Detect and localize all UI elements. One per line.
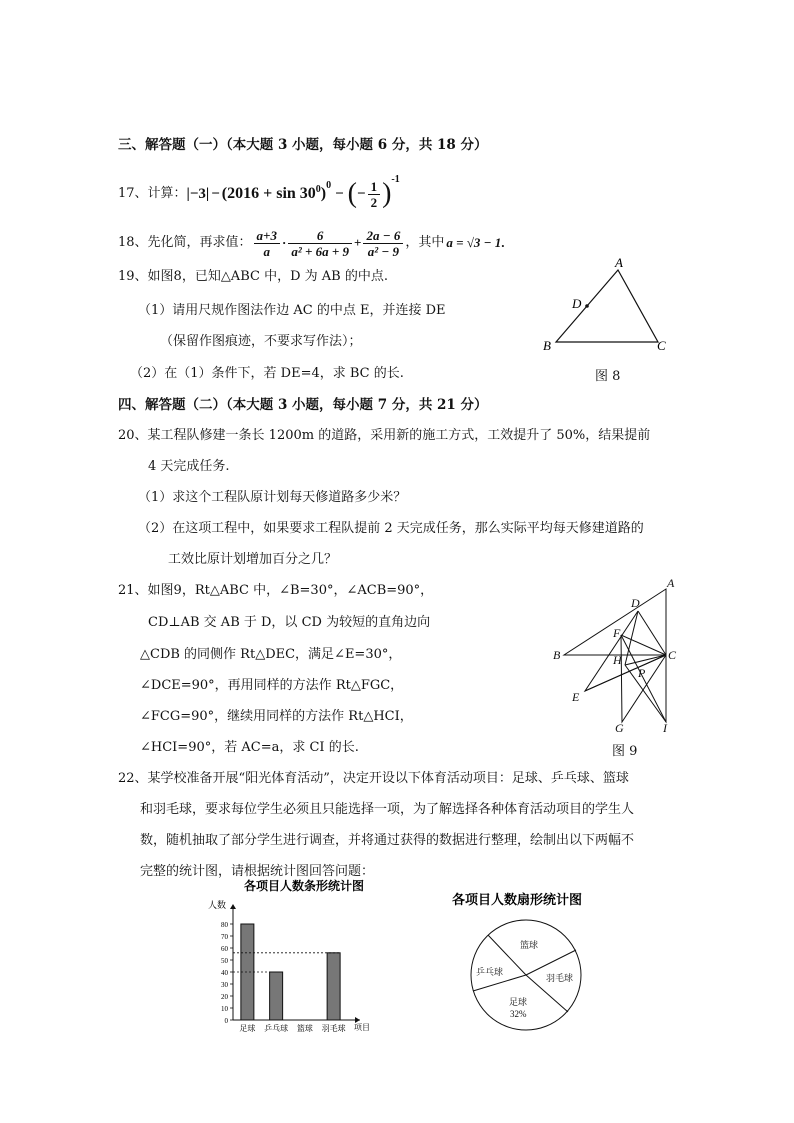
q17-right-paren: ) <box>382 178 392 209</box>
bar-4 <box>327 953 340 1020</box>
bar-y-tick-label: 10 <box>221 1005 228 1013</box>
bar-y-tick-label: 50 <box>221 957 228 965</box>
q18-f3-den: a² − 9 <box>367 243 400 259</box>
label-g-9: G <box>615 721 624 735</box>
bar-category-label: 篮球 <box>296 1024 313 1033</box>
q17-fraction <box>368 179 381 210</box>
q20-line-3: （1）求这个工程队原计划每天修道路多少米？ <box>138 490 407 505</box>
q18-f1-num: a+3 <box>254 228 280 244</box>
q18-end: . <box>501 235 505 250</box>
q18-f3-num: 2a − 6 <box>363 228 403 244</box>
q17-power-zero: 0 <box>326 180 332 191</box>
q17-neg-sign: − <box>357 186 366 202</box>
bar-category-label: 羽毛球 <box>321 1024 346 1033</box>
bar-chart-xlabel: 项目 <box>354 1023 370 1032</box>
q18-suffix: ，其中 <box>405 235 445 250</box>
label-d-9: D <box>631 596 640 610</box>
point-d <box>585 304 589 308</box>
pie-label-football-percent: 32% <box>510 1009 527 1019</box>
pie-label-basketball: 篮球 <box>520 940 539 950</box>
bar-2 <box>270 972 283 1020</box>
bar-y-tick-label: 30 <box>221 981 228 989</box>
q17-left-paren: ( <box>347 178 357 209</box>
q17-minus-2: − <box>335 186 344 202</box>
q18-f2-den: a² + 6a + 9 <box>291 243 350 259</box>
q20-line-1: 20、某工程队修建一条长 1200m 的道路，采用新的施工方式，工效提升了 50%，结果提前 <box>118 428 651 443</box>
q22-line-1: 22、某学校准备开展“阳光体育活动”，决定开设以下体育活动项目：足球、乒乓球、篮球 <box>118 771 629 786</box>
q21-line-2: CD⊥AB 交 AB 于 D，以 CD 为较短的直角边向 <box>148 615 431 630</box>
pie-label-pingpong: 乒乓球 <box>476 967 504 977</box>
q22-line-2: 和羽毛球，要求每位学生必须且只能选择一项，为了解选择各种体育活动项目的学生人 <box>140 802 635 817</box>
figure-8 <box>530 252 680 362</box>
q18-fraction-2 <box>288 228 352 259</box>
question-18 <box>118 223 505 263</box>
q18-f2-num: 6 <box>288 228 352 244</box>
bar-chart-title: 各项目人数条形统计图 <box>244 879 365 893</box>
label-c: C <box>657 338 666 353</box>
q18-fraction-1 <box>254 228 280 259</box>
label-d: D <box>572 296 582 311</box>
section-4-heading: 四、解答题（二）（本大题 3 小题，每小题 7 分，共 21 分） <box>118 397 488 413</box>
bar-chart-ylabel: 人数 <box>208 900 227 910</box>
bar-y-tick-label: 40 <box>221 969 228 977</box>
q21-line-3: △CDB 的同侧作 Rt△DEC，满足∠E=30°， <box>140 647 402 662</box>
label-e-9: E <box>572 690 580 704</box>
bar-y-tick-label: 70 <box>221 933 228 941</box>
label-i-9: I <box>663 721 667 735</box>
q17-power-neg1: -1 <box>391 174 400 185</box>
q17-base: (2016 + sin 30 <box>221 185 316 202</box>
q22-line-3: 数，随机抽取了部分学生进行调查，并将通过获得的数据进行整理，绘制出以下两幅不 <box>140 833 635 848</box>
q21-line-4: ∠DCE=90°，再用同样的方法作 Rt△FGC， <box>140 678 404 693</box>
q17-label: 17、计算： <box>118 186 187 201</box>
figure-8-caption: 图 8 <box>595 369 621 384</box>
q20-line-4: （2）在这项工程中，如果要求工程队提前 2 天完成任务，那么实际平均每天修建道路的 <box>138 521 644 536</box>
bar-category-label: 足球 <box>239 1024 256 1033</box>
bar-y-tick-label: 60 <box>221 945 228 953</box>
pie-label-football: 足球 <box>509 997 528 1007</box>
q19-line-3: （保留作图痕迹，不要求写作法）； <box>160 334 362 349</box>
section-3-heading: 三、解答题（一）（本大题 3 小题，每小题 6 分，共 18 分） <box>118 137 488 153</box>
bar-y-arrow <box>230 904 236 909</box>
q18-fraction-3 <box>363 228 403 259</box>
pie-divider-2 <box>526 950 576 975</box>
pie-chart <box>440 888 620 1038</box>
q20-line-5: 工效比原计划增加百分之几？ <box>168 552 338 567</box>
q17-frac-num: 1 <box>368 179 381 195</box>
q17-abs: |−3| <box>186 186 210 202</box>
label-b-9: B <box>553 648 561 662</box>
figure-9 <box>545 575 685 735</box>
q17-frac-den: 2 <box>370 194 378 210</box>
q19-line-1: 19、如图8，已知△ABC 中，D 为 AB 的中点. <box>118 269 388 284</box>
figure-9-caption: 图 9 <box>612 744 638 759</box>
bar-y-tick-label: 0 <box>224 1017 228 1025</box>
q18-f1-den: a <box>263 243 270 259</box>
q18-op-2: + <box>354 235 362 250</box>
label-c-9: C <box>668 648 677 662</box>
label-a: A <box>615 255 623 270</box>
label-f-9: F <box>613 626 621 640</box>
pie-divider-3 <box>473 975 526 991</box>
q18-label: 18、先化简，再求值： <box>118 235 252 250</box>
q20-line-2: 4 天完成任务. <box>148 459 230 474</box>
label-a-9: A <box>667 576 675 590</box>
q19-line-2: （1）请用尺规作图法作边 AC 的中点 E，并连接 DE <box>138 303 446 318</box>
q22-line-4: 完整的统计图，请根据统计图回答问题： <box>140 864 375 879</box>
pie-chart-title: 各项目人数扇形统计图 <box>452 892 583 907</box>
bar-category-label: 乒乓球 <box>264 1024 289 1033</box>
q17-minus-1: − <box>211 186 220 202</box>
pie-label-badminton: 羽毛球 <box>546 973 574 983</box>
q19-line-4: （2）在（1）条件下，若 DE=4，求 BC 的长. <box>130 366 404 381</box>
q18-condition: a = √3 − 1 <box>446 235 502 250</box>
bar-chart <box>200 876 380 1038</box>
q21-line-6: ∠HCI=90°，若 AC=a，求 CI 的长. <box>140 740 359 755</box>
label-p-9: P <box>638 666 646 680</box>
q21-line-5: ∠FCG=90°，继续用同样的方法作 Rt△HCI， <box>140 709 413 724</box>
q17-degree: 0 <box>315 184 321 195</box>
label-h-9: H <box>613 653 622 667</box>
question-17 <box>118 172 400 216</box>
q17-close-paren: ) <box>320 185 327 202</box>
triangle-dec <box>585 611 666 691</box>
bar-y-tick-label: 20 <box>221 993 228 1001</box>
q21-line-1: 21、如图9，Rt△ABC 中，∠B=30°，∠ACB=90°， <box>118 583 434 598</box>
label-b: B <box>543 338 551 353</box>
q18-op-1: · <box>281 235 287 250</box>
bar-y-tick-label: 80 <box>221 921 228 929</box>
